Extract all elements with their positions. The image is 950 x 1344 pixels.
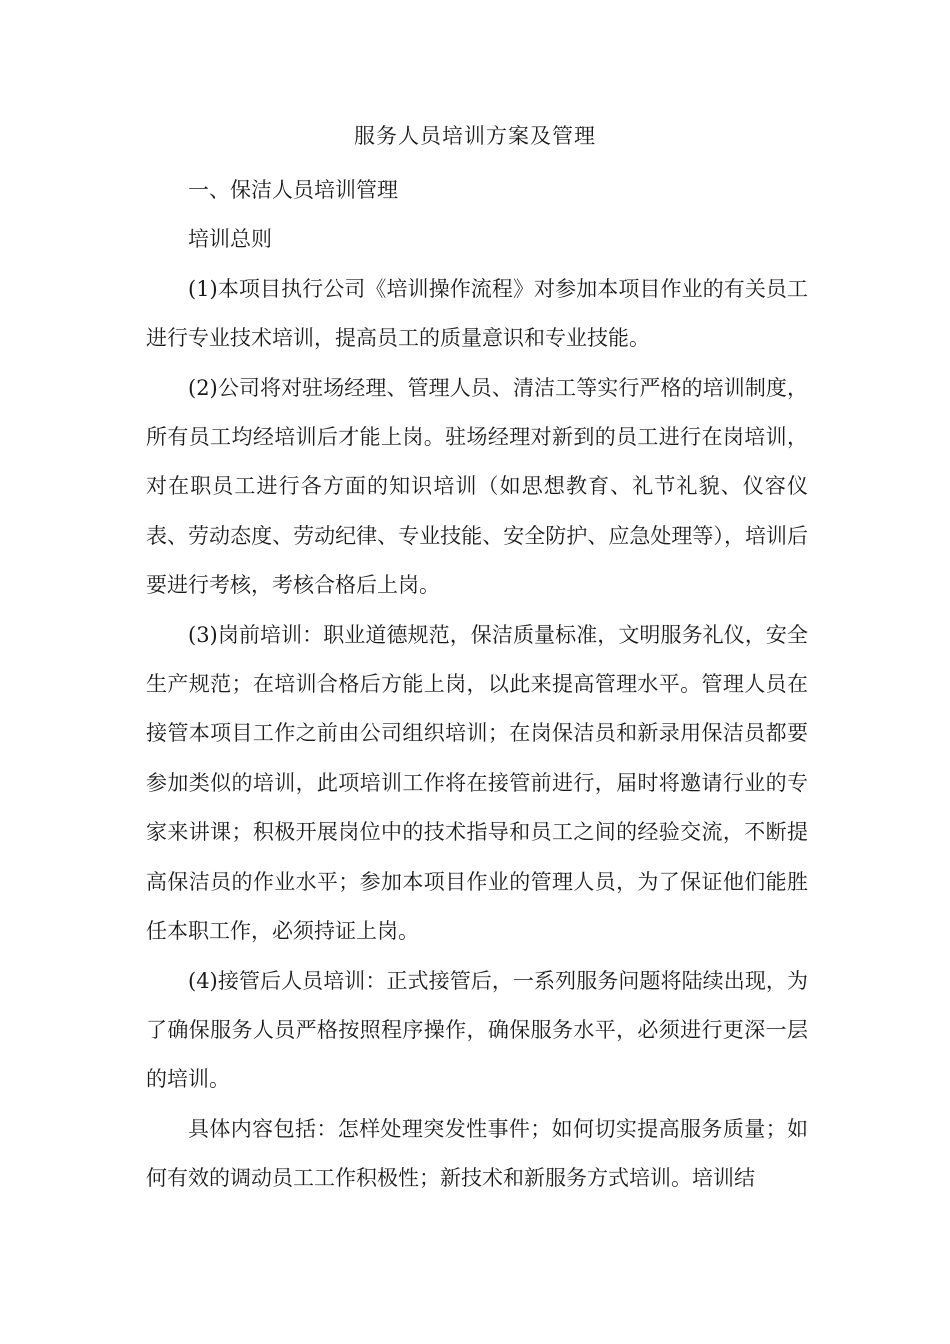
document-body [146, 166, 808, 1204]
document-title: 服务人员培训方案及管理 [354, 124, 596, 148]
subsection-heading: 培训总则 [188, 227, 272, 252]
paragraph-1: (1)本项目执行公司《培训操作流程》对参加本项目作业的有关员工进行专业技术培训，提高员工的质量意识和专业技能。 [146, 276, 808, 351]
section-heading: 一、保洁人员培训管理 [188, 178, 398, 202]
paragraph-4: (4)接管后人员培训：正式接管后，一系列服务问题将陆续出现，为了确保服务人员严格按照程序操作，确保服务水平，必须进行更深一层的培训。 [146, 968, 808, 1092]
paragraph-3: (3)岗前培训：职业道德规范，保洁质量标准，文明服务礼仪，安全生产规范；在培训合格后方能上岗，以此来提高管理水平。管理人员在接管本项目工作之前由公司组织培训；在岗保洁员和新录用保洁员都要参加类似的培训，此项培训工作将在接管前进行，届时将邀请行业的专家来讲课；积极开展岗位中的技术指导和员工之间的经验交流，不断提高保洁员的作业水平；参加本项目作业的管理人员，为了保证他们能胜任本职工作，必须持证上岗。 [146, 622, 808, 944]
paragraph-2: (2)公司将对驻场经理、管理人员、清洁工等实行严格的培训制度，所有员工均经培训后才能上岗。驻场经理对新到的员工进行在岗培训，对在职员工进行各方面的知识培训（如思想教育、礼节礼貌、仪容仪表、劳动态度、劳动纪律、专业技能、安全防护、应急处理等），培训后要进行考核，考核合格后上岗。 [146, 375, 808, 598]
paragraph-5: 具体内容包括：怎样处理突发性事件；如何切实提高服务质量；如何有效的调动员工工作积极性；新技术和新服务方式培训。培训结 [146, 1116, 808, 1191]
